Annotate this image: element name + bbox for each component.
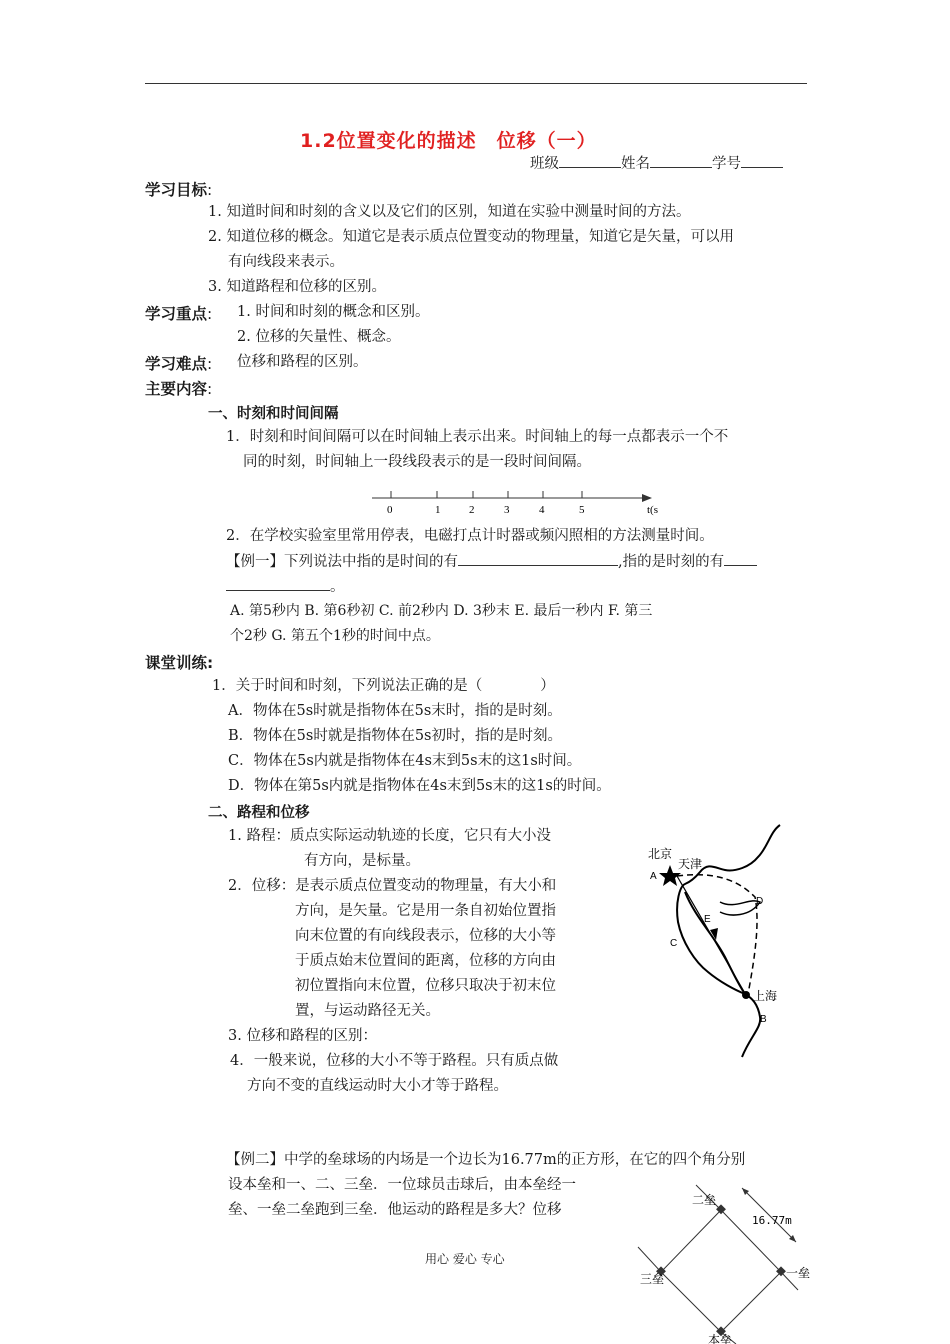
moment-answer-blank-cont[interactable] [226, 576, 330, 591]
section2-line: 初位置指向末位置，位移只取决于初末位 [295, 978, 556, 994]
student-info [530, 153, 783, 174]
section2-line: 2．位移：是表示质点位置变动的物理量，有大小和 [228, 878, 557, 894]
example2-line: 设本垒和一、二、三垒．一位球员击球后，由本垒经一 [228, 1177, 576, 1193]
goal-item: 有向线段来表示。 [228, 254, 344, 270]
section2-line: 于质点始末位置间的距离，位移的方向由 [295, 953, 556, 969]
class-label: 班级 [530, 156, 559, 172]
section1-paragraph: 1．时刻和时间间隔可以在时间轴上表示出来。时间轴上的每一点都表示一个不 [226, 429, 729, 445]
practice-option: B．物体在5s时就是指物体在5s初时，指的是时刻。 [228, 728, 562, 744]
displacement-line [677, 876, 746, 995]
side-length-label: 16.77m [752, 1214, 792, 1227]
practice-option: A．物体在5s时就是指物体在5s末时，指的是时刻。 [228, 703, 562, 719]
section2-line: 向末位置的有向线段表示，位移的大小等 [295, 928, 556, 944]
id-blank[interactable] [741, 153, 783, 168]
example1-question: 【例一】下列说法中指的是时间的有 ,指的是时刻的有 [226, 551, 757, 572]
difficulty-heading: 学习难点: [145, 355, 213, 373]
example1-question: 。 [226, 576, 345, 597]
first-base-label: 一垒 [786, 1266, 811, 1280]
bay-outline [720, 901, 760, 915]
difficulty-text: 位移和路程的区别。 [237, 354, 368, 370]
dashed-route [677, 875, 757, 994]
focus-item: 1. 时间和时刻的概念和区别。 [237, 304, 430, 320]
section2-line: 置，与运动路径无关。 [295, 1003, 440, 1019]
practice-option: C．物体在5s内就是指物体在4s末到5s末的这1s时间。 [228, 753, 582, 769]
section2-line: 4．一般来说，位移的大小不等于路程。只有质点做 [230, 1053, 559, 1069]
shanghai-dot [742, 991, 750, 999]
third-base-label: 三垒 [640, 1272, 665, 1286]
section2-line: 有方向，是标量。 [304, 853, 420, 869]
axis-tick-label: 5 [579, 504, 585, 516]
section1-heading: 一、时刻和时间间隔 [208, 406, 339, 422]
example2-line: 【例二】中学的垒球场的内场是一个边长为16.77m的正方形，在它的四个角分别 [226, 1152, 746, 1168]
name-blank[interactable] [650, 153, 712, 168]
section2-line: 方向，是矢量。它是用一条自初始位置指 [295, 903, 556, 919]
goal-item: 3. 知道路程和位移的区别。 [208, 279, 386, 295]
second-base-label: 二垒 [692, 1193, 717, 1207]
section1-paragraph: 2．在学校实验室里常用停表，电磁打点计时器或频闪照相的方法测量时间。 [226, 528, 714, 544]
page-title: 1.2位置变化的描述 位移（一） [300, 130, 597, 152]
goal-item: 1. 知道时间和时刻的含义以及它们的区别，知道在实验中测量时间的方法。 [208, 204, 691, 220]
axis-tick-label: 1 [435, 504, 441, 516]
practice-heading: 课堂训练: [145, 654, 214, 672]
axis-tick-label: 0 [387, 504, 393, 516]
point-label: E [704, 914, 711, 925]
section2-line: 方向不变的直线运动时大小才等于路程。 [247, 1078, 508, 1094]
time-answer-blank[interactable] [458, 551, 618, 566]
class-blank[interactable] [559, 153, 621, 168]
shanghai-label: 上海 [753, 989, 778, 1003]
axis-tick-label: 3 [504, 504, 510, 516]
axis-tick-label: 2 [469, 504, 475, 516]
axis-tick-label: 4 [539, 504, 545, 516]
point-label: C [670, 938, 678, 949]
page-footer: 用心 爱心 专心 [425, 1252, 505, 1266]
example1-options: 个2秒 G. 第五个1秒的时间中点。 [230, 628, 440, 644]
point-label: A [650, 871, 657, 882]
axis-unit-label: t(s [647, 504, 658, 516]
practice-question: 1．关于时间和时刻，下列说法正确的是（ ） [212, 678, 555, 694]
focus-heading: 学习重点: [145, 305, 213, 323]
focus-item: 2. 位移的矢量性、概念。 [237, 329, 401, 345]
tianjin-label: 天津 [678, 857, 703, 871]
section2-line: 3. 位移和路程的区别： [228, 1028, 377, 1044]
point-label: D [756, 896, 764, 907]
content-heading: 主要内容: [145, 380, 213, 398]
section2-line: 1. 路程：质点实际运动轨迹的长度，它只有大小没 [228, 828, 551, 844]
infield-square [661, 1210, 781, 1332]
example1-options: A. 第5秒内 B. 第6秒初 C. 前2秒内 D. 3秒末 E. 最后一秒内 F. 第三 [230, 603, 653, 619]
section1-paragraph: 同的时刻，时间轴上一段线段表示的是一段时间间隔。 [243, 454, 591, 470]
id-label: 学号 [712, 156, 741, 172]
beijing-label: 北京 [648, 847, 673, 861]
moment-answer-blank[interactable] [724, 551, 757, 566]
foul-line [638, 1247, 661, 1272]
section2-heading: 二、路程和位移 [208, 805, 310, 821]
goals-heading: 学习目标: [145, 181, 213, 199]
home-base-label: 本垒 [708, 1333, 733, 1344]
beijing-shanghai-map [640, 822, 790, 1062]
top-rule [145, 83, 807, 84]
example2-line: 垒、一垒二垒跑到三垒．他运动的路程是多大？位移 [228, 1202, 562, 1218]
softball-field-diagram [636, 1180, 826, 1344]
practice-option: D．物体在第5s内就是指物体在4s末到5s末的这1s的时间。 [228, 778, 611, 794]
name-label: 姓名 [621, 156, 650, 172]
time-axis [360, 478, 670, 518]
point-label: B [760, 1014, 767, 1025]
goal-item: 2. 知道位移的概念。知道它是表示质点位置变动的物理量，知道它是矢量，可以用 [208, 229, 734, 245]
